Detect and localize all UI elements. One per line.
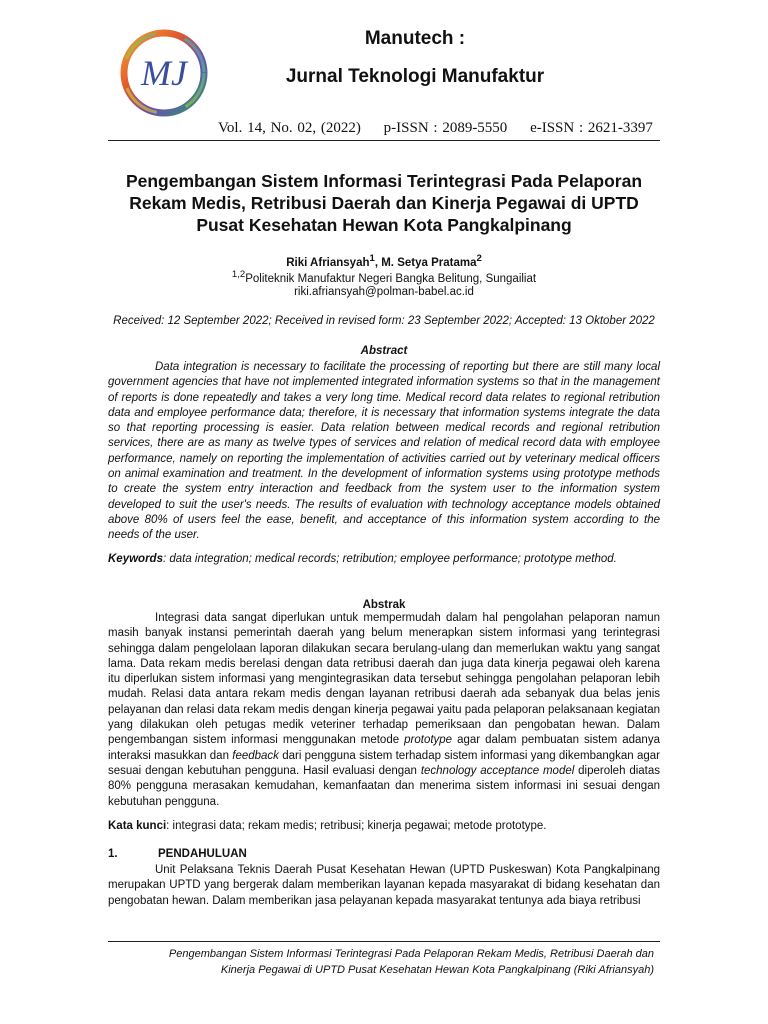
journal-subtitle: Jurnal Teknologi Manufaktur — [285, 66, 545, 87]
header-divider — [108, 140, 660, 141]
abstrak-heading: Abstrak — [362, 599, 406, 611]
keywords-text: : data integration; medical records; retribution; employee performance; prototype method. — [162, 553, 617, 565]
author-name: Riki Afriansyah — [286, 256, 370, 269]
author-affiliation-mark: 2 — [476, 253, 482, 264]
journal-logo — [118, 27, 210, 119]
volume-info: Vol. 14, No. 02, (2022) — [218, 120, 361, 136]
keywords-label: Keywords — [108, 553, 163, 565]
abstract-indonesian — [108, 611, 660, 810]
section-number: 1. — [108, 848, 118, 860]
footer-line: Kinerja Pegawai di UPTD Pusat Kesehatan Hewan Kota Pangkalpinang (Riki Afriansyah) — [220, 964, 654, 976]
keywords — [108, 553, 660, 565]
section-heading — [108, 848, 247, 860]
running-footer — [108, 946, 654, 978]
abstract-english-text: Data integration is necessary to facilitate the processing of reporting but there are still many local government agencies that have not implemented integrated information systems so that in the management of reports is done repeatedly and takes a very long time. Medical record data relates to regional retribution data and employee performance data; therefore, it is necessary that information systems integrate the data so that reporting processing is easier. Data relation between medical records and regional retribution services, there are as many as twelve types of services and relation of medical record data with employee performance, namely on reporting the implementation of activities carried out by veterinary medical officers on animal examination and treatment. In the development of information systems using prototype methods to create the system entry interaction and feedback from the system user to the information system developed to suit the user's needs. The results of evaluation with technology acceptance models obtained above 80% of users feel the ease, benefit, and acceptance of this information system according to the needs of the user. — [108, 361, 660, 542]
affiliation — [108, 269, 660, 285]
abstrak-text: dari pengguna sistem terhadap sistem informasi yang dikembangkan agar sesuai dengan kebutuhan pengguna. Hasil evaluasi dengan — [108, 749, 660, 777]
abstract-english — [108, 360, 660, 544]
abstrak-text: agar dalam pembuatan sistem adanya interaksi masukkan dan — [108, 734, 660, 762]
journal-name: Manutech : — [364, 28, 466, 49]
abstrak-text: diperoleh diatas 80% pengguna merasakan kemudahan, kemanfaatan dan menerima sistem informasi ini sesuai dengan kebutuhan pengguna. — [108, 764, 661, 808]
author-list — [108, 253, 660, 269]
e-issn: e-ISSN : 2621-3397 — [530, 120, 653, 136]
footer-line: Pengembangan Sistem Informasi Terintegrasi Pada Pelaporan Rekam Medis, Retribusi Daerah dan — [168, 948, 654, 960]
affiliation-mark: 1,2 — [231, 269, 246, 280]
introduction-paragraph — [108, 863, 660, 909]
abstrak-italic-term: technology acceptance model — [420, 764, 575, 777]
author-separator: , — [374, 256, 382, 269]
kata-kunci — [108, 820, 660, 832]
kata-kunci-label: Kata kunci — [108, 820, 167, 832]
issue-info — [218, 120, 653, 137]
svg-text:MJ: MJ — [141, 53, 187, 93]
footer-divider — [108, 941, 660, 942]
kata-kunci-text: : integrasi data; rekam medis; retribusi; kinerja pegawai; metode prototype. — [166, 820, 547, 832]
p-issn: p-ISSN : 2089-5550 — [383, 120, 508, 136]
affiliation-text: Politeknik Manufaktur Negeri Bangka Belitung, Sungailiat — [245, 272, 537, 285]
article-dates: Received: 12 September 2022; Received in revised form: 23 September 2022; Accepted: 13 Oktober 2022 — [113, 315, 655, 327]
abstrak-text: Integrasi data sangat diperlukan untuk mempermudah dalam hal pengolahan pelaporan namun masih banyak instansi pemerintah daerah yang belum menerapkan sistem informasi yang terintegrasi sehingga dalam pengelolaan laporan dilakukan secara berulang-ulang dan memerlukan waktu yang sangat lama. Data rekam medis berelasi dengan data retribusi daerah dan juga data kinerja pegawai oleh karena itu diperlukan sistem informasi yang mengintegrasikan data tersebut sehingga pengolahan pelaporan lebih mudah. Relasi data antara rekam medis dengan layanan retribusi daerah ada sebanyak dua belas jenis pelayanan dan relasi data rekam medis dengan kinerja pegawai yaitu pada pelaporan pelaksanaan kegiatan yang dilakukan oleh petugas medik veteriner terhadap pemeriksaan dan pengobatan hewan. Dalam pengembangan sistem informasi menggunakan metode — [108, 612, 660, 747]
abstrak-italic-term: prototype — [404, 734, 453, 747]
article-title: Pengembangan Sistem Informasi Terintegrasi Pada Pelaporan Rekam Medis, Retribusi Daerah dan Kinerja Pegawai di UPTD Pusat Kesehatan Hewan Kota Pangkalpinang — [125, 171, 643, 235]
introduction-text: Unit Pelaksana Teknis Daerah Pusat Kesehatan Hewan (UPTD Puskeswan) Kota Pangkalpinang merupakan UPTD yang bergerak dalam memberikan layanan kepada masyarakat di bidang kesehatan dan pengobatan hewan. Dalam memberikan jasa pelayanan kepada masyarakat tentunya ada biaya retribusi — [108, 864, 660, 907]
abstract-heading: Abstract — [360, 345, 408, 357]
author-affiliation-mark: 1 — [369, 253, 375, 264]
author-email: riki.afriansyah@polman-babel.ac.id — [294, 286, 474, 298]
section-title: PENDAHULUAN — [158, 848, 247, 860]
author-name: M. Setya Pratama — [381, 256, 477, 269]
abstrak-italic-term: feedback — [232, 749, 279, 762]
